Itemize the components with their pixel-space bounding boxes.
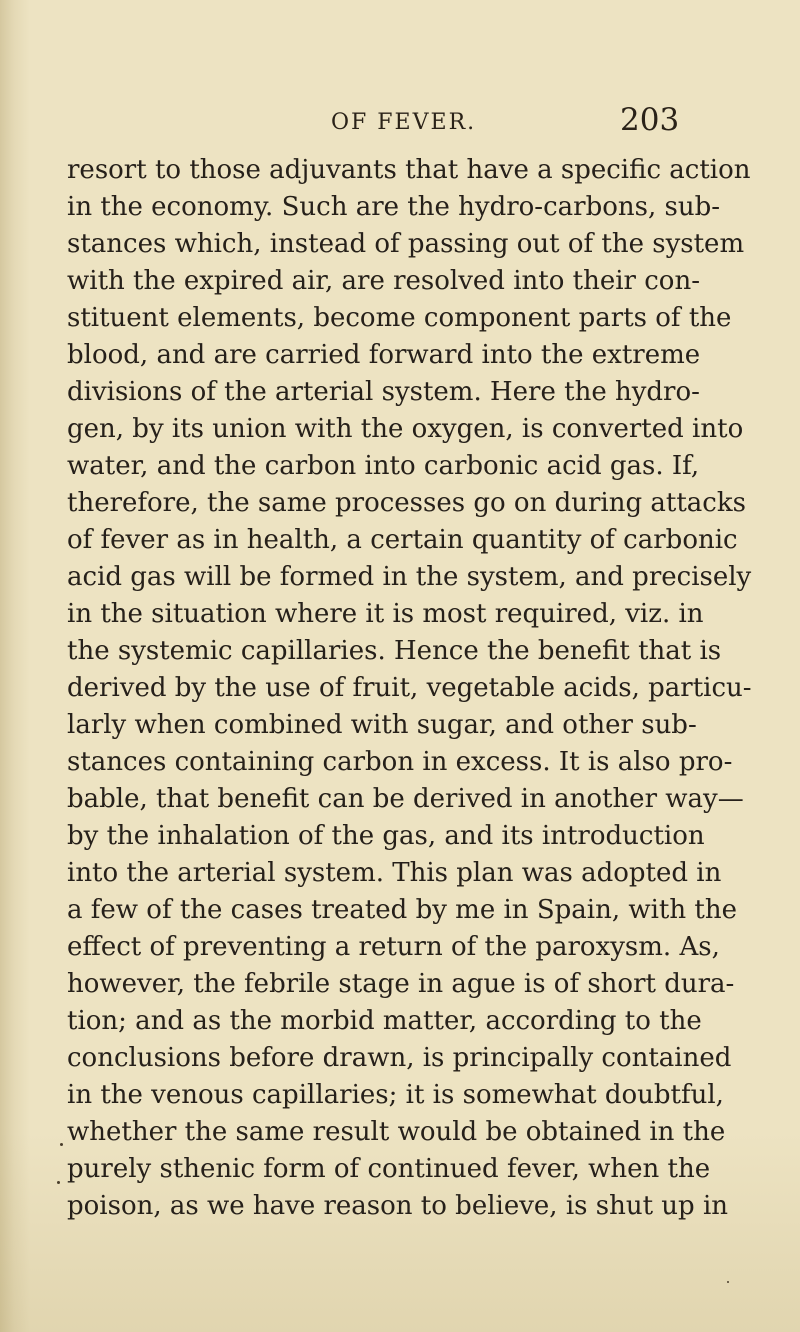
text-line: the systemic capillaries. Hence the benefit that is <box>67 636 722 666</box>
running-head: OF FEVER. <box>331 110 477 135</box>
ink-speck <box>727 1281 729 1283</box>
text-line: however, the febrile stage in ague is of short dura- <box>67 969 735 999</box>
text-line: derived by the use of fruit, vegetable acids, particu- <box>67 673 752 703</box>
text-line: conclusions before drawn, is principally contained <box>67 1043 732 1073</box>
ink-speck <box>57 1181 60 1184</box>
text-line: stances which, instead of passing out of the system <box>67 229 745 259</box>
text-line: larly when combined with sugar, and other sub- <box>67 710 697 740</box>
text-line: stances containing carbon in excess. It is also pro- <box>67 747 733 777</box>
text-line: of fever as in health, a certain quantity of carbonic <box>67 525 738 555</box>
text-line: by the inhalation of the gas, and its introduction <box>67 821 705 851</box>
text-line: water, and the carbon into carbonic acid gas. If, <box>67 451 700 481</box>
text-line: bable, that benefit can be derived in another way— <box>67 784 744 814</box>
text-line: in the economy. Such are the hydro-carbons, sub- <box>67 192 721 222</box>
text-line: with the expired air, are resolved into their con- <box>67 266 700 296</box>
page-header <box>0 100 800 140</box>
text-line: divisions of the arterial system. Here the hydro- <box>67 377 700 407</box>
page-number: 203 <box>620 102 680 138</box>
text-line: therefore, the same processes go on during attacks <box>67 488 746 518</box>
text-line: blood, and are carried forward into the extreme <box>67 340 701 370</box>
text-line: a few of the cases treated by me in Spain, with the <box>67 895 737 925</box>
text-line: effect of preventing a return of the paroxysm. As, <box>67 932 720 962</box>
text-line: into the arterial system. This plan was adopted in <box>67 858 722 888</box>
text-line: purely sthenic form of continued fever, when the <box>67 1154 711 1184</box>
text-line: poison, as we have reason to believe, is shut up in <box>67 1191 729 1221</box>
body-text <box>67 152 752 1225</box>
text-line: whether the same result would be obtained in the <box>67 1117 726 1147</box>
text-line: in the situation where it is most required, viz. in <box>67 599 704 629</box>
text-line: stituent elements, become component parts of the <box>67 303 732 333</box>
text-line: acid gas will be formed in the system, and precisely <box>67 562 752 592</box>
text-line: in the venous capillaries; it is somewhat doubtful, <box>67 1080 724 1110</box>
text-line: tion; and as the morbid matter, according to the <box>67 1006 702 1036</box>
text-line: resort to those adjuvants that have a specific action <box>67 155 751 185</box>
text-line: gen, by its union with the oxygen, is converted into <box>67 414 744 444</box>
ink-speck <box>60 1143 63 1146</box>
